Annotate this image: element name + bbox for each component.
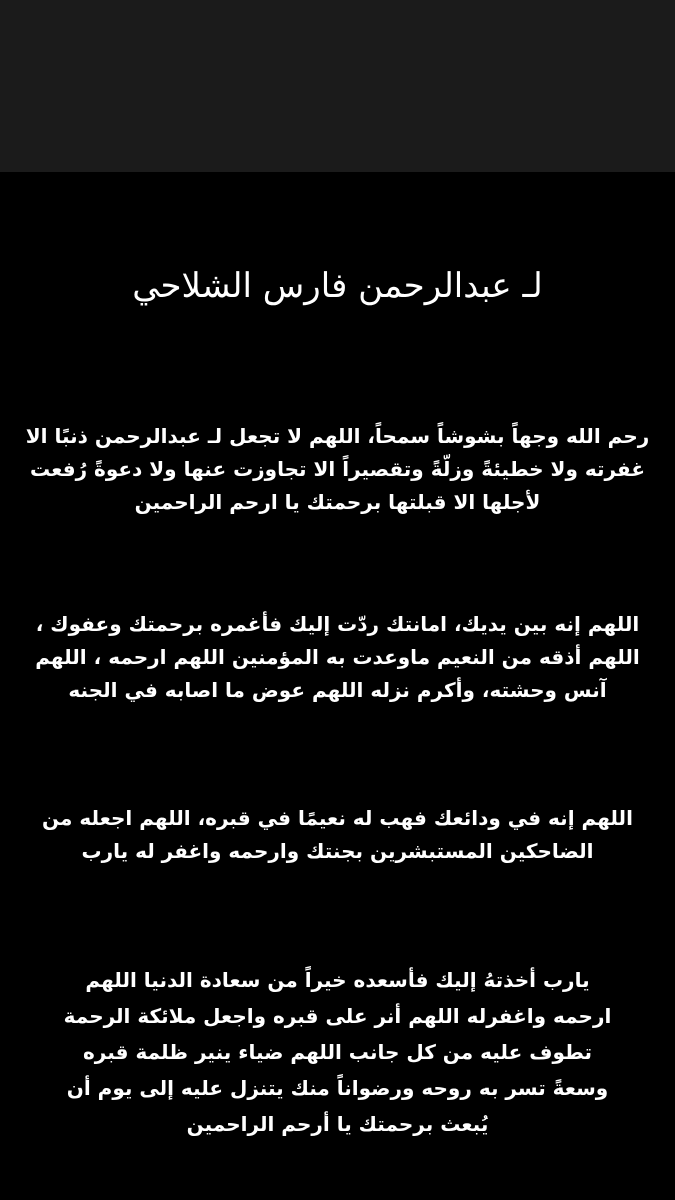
story-content <box>0 172 675 1200</box>
paragraph-line: يارب أخذتهُ إليك فأسعده خيراً من سعادة الدنيا اللهم <box>85 968 590 992</box>
paragraph-line: اللهم أذقه من النعيم ماوعدت به المؤمنين اللهم ارحمه ، اللهم <box>35 645 640 669</box>
paragraph-line: رحم الله وجهاً بشوشاً سمحاً، اللهم لا تجعل لـ عبدالرحمن ذنبًا الا <box>25 424 650 448</box>
paragraph-line: آنس وحشته، وأكرم نزله اللهم عوض ما اصابه في الجنه <box>68 678 607 702</box>
paragraph-line: غفرته ولا خطيئةً وزلّةً وتقصيراً الا تجاوزت عنها ولا دعوةً رُفعت <box>30 457 645 481</box>
paragraph-line: اللهم إنه في ودائعك فهب له نعيمًا في قبره، اللهم اجعله من <box>42 806 633 830</box>
paragraph-line: وسعةً تسر به روحه ورضواناً منك يتنزل عليه إلى يوم أن <box>66 1076 609 1100</box>
paragraph-3 <box>22 802 653 868</box>
paragraph-2 <box>22 608 653 707</box>
paragraph-line: الضاحكين المستبشرين بجنتك وارحمه واغفر له يارب <box>81 839 594 863</box>
paragraph-line: لأجلها الا قبلتها برحمتك يا ارحم الراحمين <box>134 490 541 514</box>
dedication-title: لـ عبدالرحمن فارس الشلاحي <box>132 266 543 306</box>
paragraph-line: تطوف عليه من كل جانب اللهم ضياء ينير ظلمة قبره <box>83 1040 592 1064</box>
paragraph-line: يُبعث برحمتك يا أرحم الراحمين <box>186 1112 489 1136</box>
paragraph-4 <box>22 962 653 1142</box>
paragraph-1 <box>22 420 653 519</box>
paragraph-line: ارحمه واغفرله اللهم أنر على قبره واجعل ملائكة الرحمة <box>63 1004 612 1028</box>
paragraph-line: اللهم إنه بين يديك، امانتك ردّت إليك فأغمره برحمتك وعفوك ، <box>35 612 640 636</box>
top-bar <box>0 0 675 172</box>
